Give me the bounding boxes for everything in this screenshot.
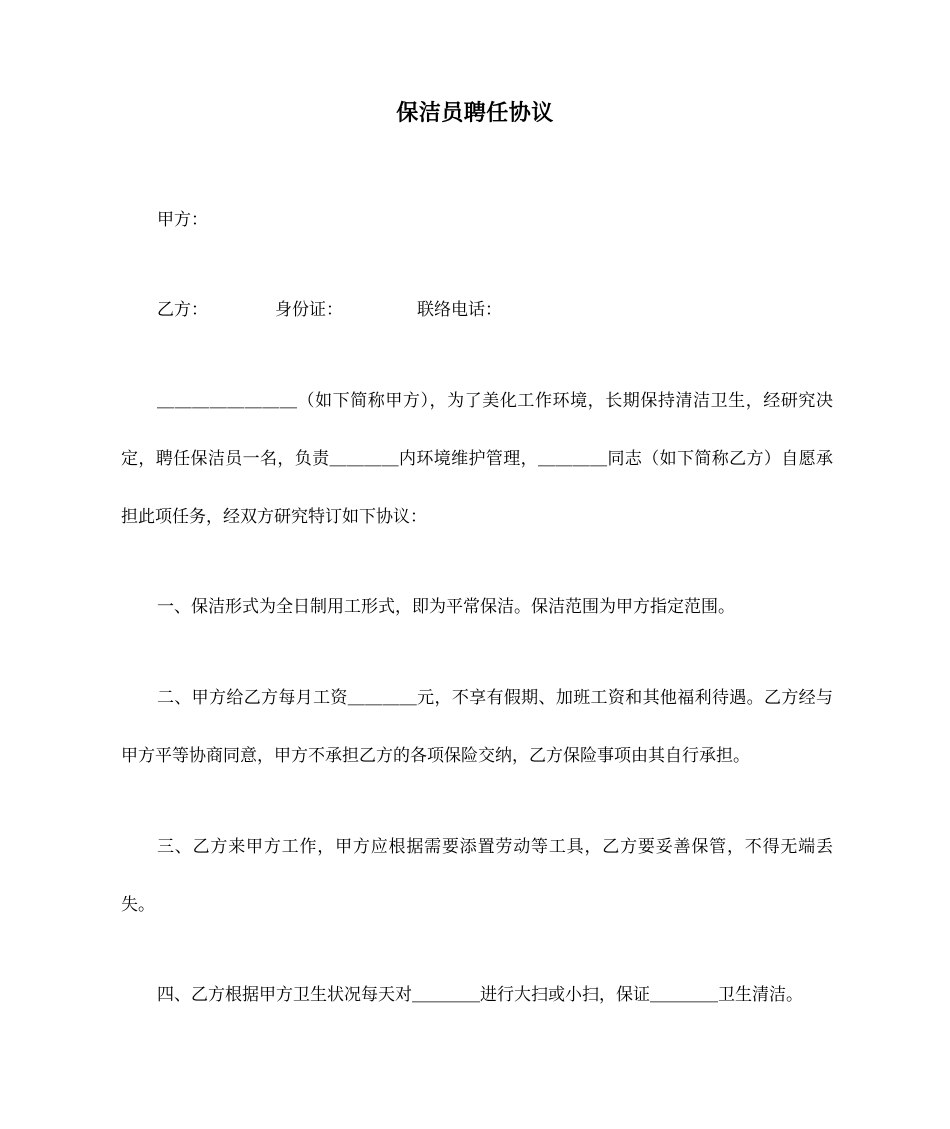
intro-paragraph: ＿＿＿＿＿＿＿＿（如下简称甲方），为了美化工作环境，长期保持清洁卫生，经研究决定，聘任保洁员一名，负责＿＿＿＿内环境维护管理，＿＿＿＿同志（如下简称乙方）自愿承担此项任务，经双方研究特订如下协议： bbox=[121, 391, 833, 527]
clause-1: 一、保洁形式为全日制用工形式，即为平常保洁。保洁范围为甲方指定范围。 bbox=[157, 597, 735, 617]
party-b-label: 乙方： bbox=[157, 300, 208, 320]
party-a-line bbox=[157, 208, 208, 232]
party-b-phone-label: 联络电话： bbox=[417, 300, 502, 320]
party-a-label: 甲方： bbox=[157, 210, 208, 230]
document-title: 保洁员聘任协议 bbox=[396, 101, 554, 126]
clause-4: 四、乙方根据甲方卫生状况每天对＿＿＿＿进行大扫或小扫，保证＿＿＿＿卫生清洁。 bbox=[157, 985, 803, 1005]
party-b-line bbox=[157, 298, 502, 322]
party-b-id-label: 身份证： bbox=[275, 300, 343, 320]
clause-2: 二、甲方给乙方每月工资＿＿＿＿元，不享有假期、加班工资和其他福利待遇。乙方经与甲方平等协商同意，甲方不承担乙方的各项保险交纳，乙方保险事项由其自行承担。 bbox=[121, 688, 833, 766]
clause-3: 三、乙方来甲方工作，甲方应根据需要添置劳动等工具，乙方要妥善保管，不得无端丢失。 bbox=[121, 837, 833, 915]
